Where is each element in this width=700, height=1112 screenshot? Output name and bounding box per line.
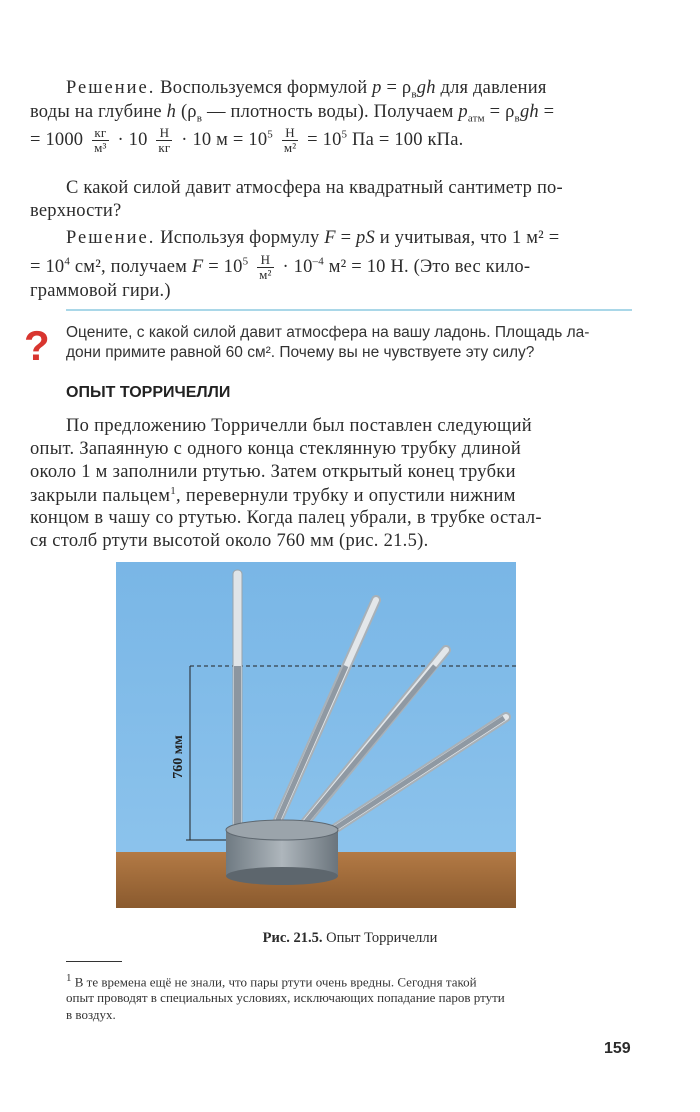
question-mark-icon: ? — [24, 322, 50, 369]
section-heading: ОПЫТ ТОРРИЧЕЛЛИ — [66, 384, 231, 401]
paragraph-line: закрыли пальцем$^1$, перевернули трубку и опустили нижним — [30, 485, 516, 507]
solution2-line1: Решение. Используя формулу F = pS и учитывая, что 1 м² = — [66, 228, 560, 248]
paragraph-line: опыт. Запаянную с одного конца стеклянную трубку длиной — [30, 439, 522, 459]
solution1-line1: Решение. Воспользуемся формулой $p = \rho_вgh$ для давления — [66, 78, 547, 101]
fraction-n-kg: $\frac{Н}{кг}$ — [158, 125, 171, 155]
question-box-line2: дони примите равной 60 см². Почему вы не чувствуете эту силу? — [66, 344, 535, 361]
mercury-column — [234, 666, 241, 840]
footnote-line1: $^1$ В те времена ещё не знали, что пары ртути очень вредны. Сегодня такой — [66, 972, 477, 990]
page-number: 159 — [604, 1040, 631, 1057]
solution2-line3: граммовой гири.) — [30, 281, 171, 301]
height-label: 760 мм — [171, 735, 186, 779]
paragraph-line: По предложению Торричелли был поставлен следующий — [66, 416, 532, 436]
paragraph-line: ся столб ртути высотой около 760 мм (рис. 21.5). — [30, 531, 429, 551]
torricelli-illustration — [116, 562, 516, 908]
question1-line1: С какой силой давит атмосфера на квадратный сантиметр по- — [66, 178, 563, 198]
figure-caption — [0, 930, 700, 947]
footnote-rule — [66, 961, 122, 962]
solution2-line2: = $10^4$ см², получаем $F = 10^5$ $\frac{Н}{\text{м²}}$ · $10^{-4}$ м² = 10 Н. (Это вес кило- — [30, 252, 531, 282]
solution-word: Решение. — [66, 78, 156, 98]
footnote-ref[interactable]: 1 — [170, 485, 177, 497]
section-divider — [66, 309, 632, 311]
question-box-line1: Оцените, с какой силой давит атмосфера на вашу ладонь. Площадь ла- — [66, 324, 590, 341]
fraction-n-m2: $\frac{Н}{\text{м²}}$ — [259, 252, 272, 282]
caption-label: Рис. 21.5. — [262, 930, 323, 946]
question1-line2: верхности? — [30, 201, 122, 221]
caption-text: Опыт Торричелли — [322, 930, 438, 946]
footnote-line2: опыт проводят в специальных условиях, исключающих попадание паров ртути — [66, 990, 505, 1005]
solution-word: Решение. — [66, 228, 156, 248]
torricelli-figure — [116, 562, 516, 908]
paragraph-line: концом в чашу со ртутью. Когда палец убрали, в трубке остал- — [30, 508, 542, 528]
solution1-line3: = 1000 $\frac{кг}{\text{м³}}$ · 10 $\frac{Н}{кг}$ · 10 $м = 10^5$ $\frac{Н}{\text{м²}}$ = $10^5$ Па = 100 кПа. — [30, 125, 464, 155]
fraction-kg-m3: $\frac{кг}{\text{м³}}$ — [94, 125, 107, 155]
footnote-line3: в воздух. — [66, 1007, 116, 1022]
paragraph-line: около 1 м заполнили ртутью. Затем открытый конец трубки — [30, 462, 516, 482]
fraction-n-m2: $\frac{Н}{\text{м²}}$ — [283, 125, 297, 155]
solution1-line2: воды на глубине h ($\rho_в$ — плотность воды). Получаем $p_{атм} = \rho_вgh$ = — [30, 102, 555, 125]
